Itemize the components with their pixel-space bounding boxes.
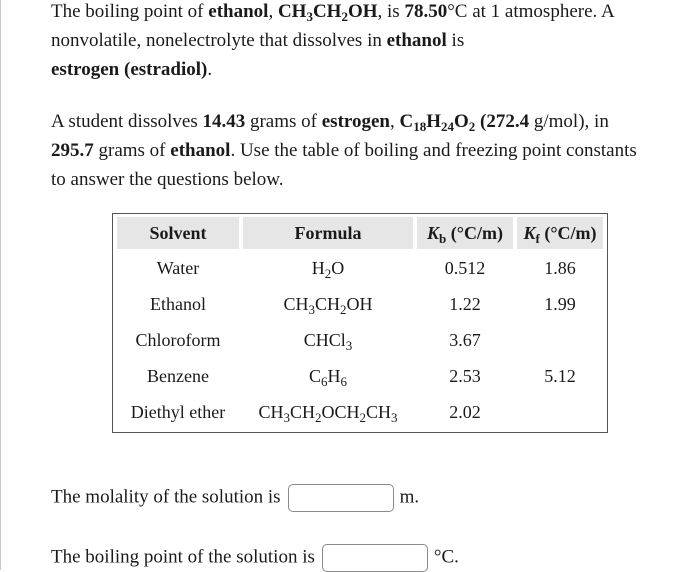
cell-solvent: Chloroform (135, 330, 221, 350)
cell-kb: 2.02 (449, 402, 481, 422)
cell-kb: 2.53 (449, 366, 481, 386)
solute-name: estrogen (estradiol) (51, 59, 208, 80)
cell-kf: 5.12 (544, 366, 576, 386)
boiling-point-label: The boiling point of the solution is (51, 546, 315, 568)
header-solvent: Solvent (117, 217, 239, 249)
cell-solvent: Ethanol (150, 294, 206, 314)
header-formula: Formula (243, 217, 413, 249)
cell-kf: 1.99 (544, 294, 576, 314)
cell-kb: 1.22 (449, 294, 481, 314)
molality-answer-input[interactable] (288, 484, 394, 512)
cell-kb: 0.512 (444, 258, 486, 278)
solvent-mass: 295.7 (51, 140, 94, 161)
constants-table (112, 213, 608, 433)
molality-unit: m. (399, 486, 420, 508)
cell-solvent: Water (156, 258, 200, 278)
boiling-point-question (51, 544, 459, 572)
header-kf: $K_f$ (°C/m) (517, 217, 603, 249)
boiling-point-unit: °C. (433, 546, 459, 568)
cell-kf (517, 324, 603, 357)
table-row (117, 360, 603, 393)
cell-kf: 1.86 (544, 258, 576, 278)
solvent-boiling-point: 78.50 (404, 1, 448, 22)
table-header-row (117, 217, 603, 249)
solvent-formula: $CH_3CH_2OH$ (277, 1, 378, 24)
solute-mass: 14.43 (202, 111, 246, 132)
solvent-name: ethanol (208, 1, 269, 22)
molality-label: The molality of the solution is (51, 486, 281, 508)
problem-paragraph: A student dissolves 14.43 grams of estrogen, $C_{18}H_{24}O_2$ (272.4 g/mol), in 295.7 grams of ethanol. Use the table of boiling and freezing point constants to answer the questions below. (51, 111, 637, 190)
solute-formula: $C_{18}H_{24}O_2$ (399, 111, 476, 134)
cell-solvent: Diethyl ether (130, 402, 226, 422)
table-row (117, 396, 603, 429)
intro-paragraph: The boiling point of ethanol, $CH_3CH_2OH$, is 78.50°C at 1 atmosphere. A nonvolatile, nonelectrolyte that dissolves in ethanol is estrogen (estradiol). (51, 1, 614, 80)
cell-kb: 3.67 (449, 330, 481, 350)
cell-kf (517, 396, 603, 429)
header-kb: $K_b$ (°C/m) (417, 217, 513, 249)
molality-question (51, 484, 419, 512)
solute-molar-mass: (272.4 (475, 111, 530, 132)
cell-formula: $CH_3CH_2OCH_2CH_3$ (258, 402, 398, 425)
cell-solvent: Benzene (147, 366, 209, 386)
cell-formula: $C_6H_6$ (308, 366, 347, 389)
cell-formula: $H_2O$ (311, 258, 345, 281)
boiling-point-answer-input[interactable] (322, 544, 428, 572)
cell-formula: CHCl$_3$ (303, 330, 353, 353)
cell-formula: $CH_3CH_2OH$ (283, 294, 373, 317)
table-row (117, 324, 603, 357)
table-row (117, 252, 603, 285)
table-row (117, 288, 603, 321)
page-left-border (0, 0, 1, 570)
